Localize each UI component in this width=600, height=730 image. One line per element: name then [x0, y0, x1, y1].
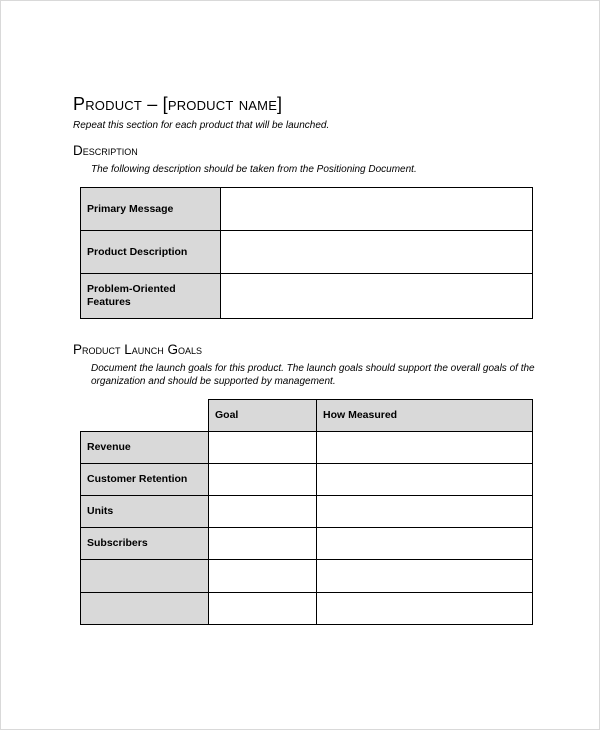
blank-row-label[interactable]	[81, 593, 209, 625]
subscribers-measured-cell[interactable]	[317, 528, 533, 560]
table-row	[81, 560, 533, 593]
launch-goals-note: Document the launch goals for this product. The launch goals should support the overall goals of the organization and should be supported by management.	[91, 363, 535, 387]
table-row	[81, 528, 533, 560]
units-goal-cell[interactable]	[209, 496, 317, 528]
revenue-measured-cell[interactable]	[317, 432, 533, 464]
blank-row-label[interactable]	[81, 560, 209, 593]
primary-message-cell[interactable]	[221, 188, 533, 231]
table-row	[81, 593, 533, 625]
empty-corner-cell	[81, 400, 209, 432]
units-measured-cell[interactable]	[317, 496, 533, 528]
blank-row-goal-cell[interactable]	[209, 593, 317, 625]
page-title: Product – [product name]	[73, 94, 283, 114]
customer-retention-goal-cell[interactable]	[209, 464, 317, 496]
table-row	[81, 274, 533, 319]
blank-row-measured-cell[interactable]	[317, 560, 533, 593]
customer-retention-measured-cell[interactable]	[317, 464, 533, 496]
blank-row-goal-cell[interactable]	[209, 560, 317, 593]
customer-retention-label: Customer Retention	[81, 464, 209, 496]
description-note: The following description should be taken from the Positioning Document.	[91, 164, 417, 175]
description-table	[80, 187, 533, 319]
page-subtitle: Repeat this section for each product that will be launched.	[73, 120, 330, 131]
blank-row-measured-cell[interactable]	[317, 593, 533, 625]
product-description-cell[interactable]	[221, 231, 533, 274]
table-row	[81, 496, 533, 528]
launch-goals-heading: Product Launch Goals	[73, 342, 203, 357]
table-row	[81, 464, 533, 496]
table-row	[81, 188, 533, 231]
table-row	[81, 231, 533, 274]
revenue-goal-cell[interactable]	[209, 432, 317, 464]
goal-column-header: Goal	[209, 400, 317, 432]
problem-oriented-features-label: Problem-Oriented Features	[81, 274, 221, 319]
units-label: Units	[81, 496, 209, 528]
subscribers-goal-cell[interactable]	[209, 528, 317, 560]
problem-oriented-features-cell[interactable]	[221, 274, 533, 319]
subscribers-label: Subscribers	[81, 528, 209, 560]
product-description-label: Product Description	[81, 231, 221, 274]
table-row	[81, 432, 533, 464]
primary-message-label: Primary Message	[81, 188, 221, 231]
revenue-label: Revenue	[81, 432, 209, 464]
description-heading: Description	[73, 143, 138, 158]
table-header-row	[81, 400, 533, 432]
how-measured-column-header: How Measured	[317, 400, 533, 432]
launch-goals-table	[80, 399, 533, 625]
